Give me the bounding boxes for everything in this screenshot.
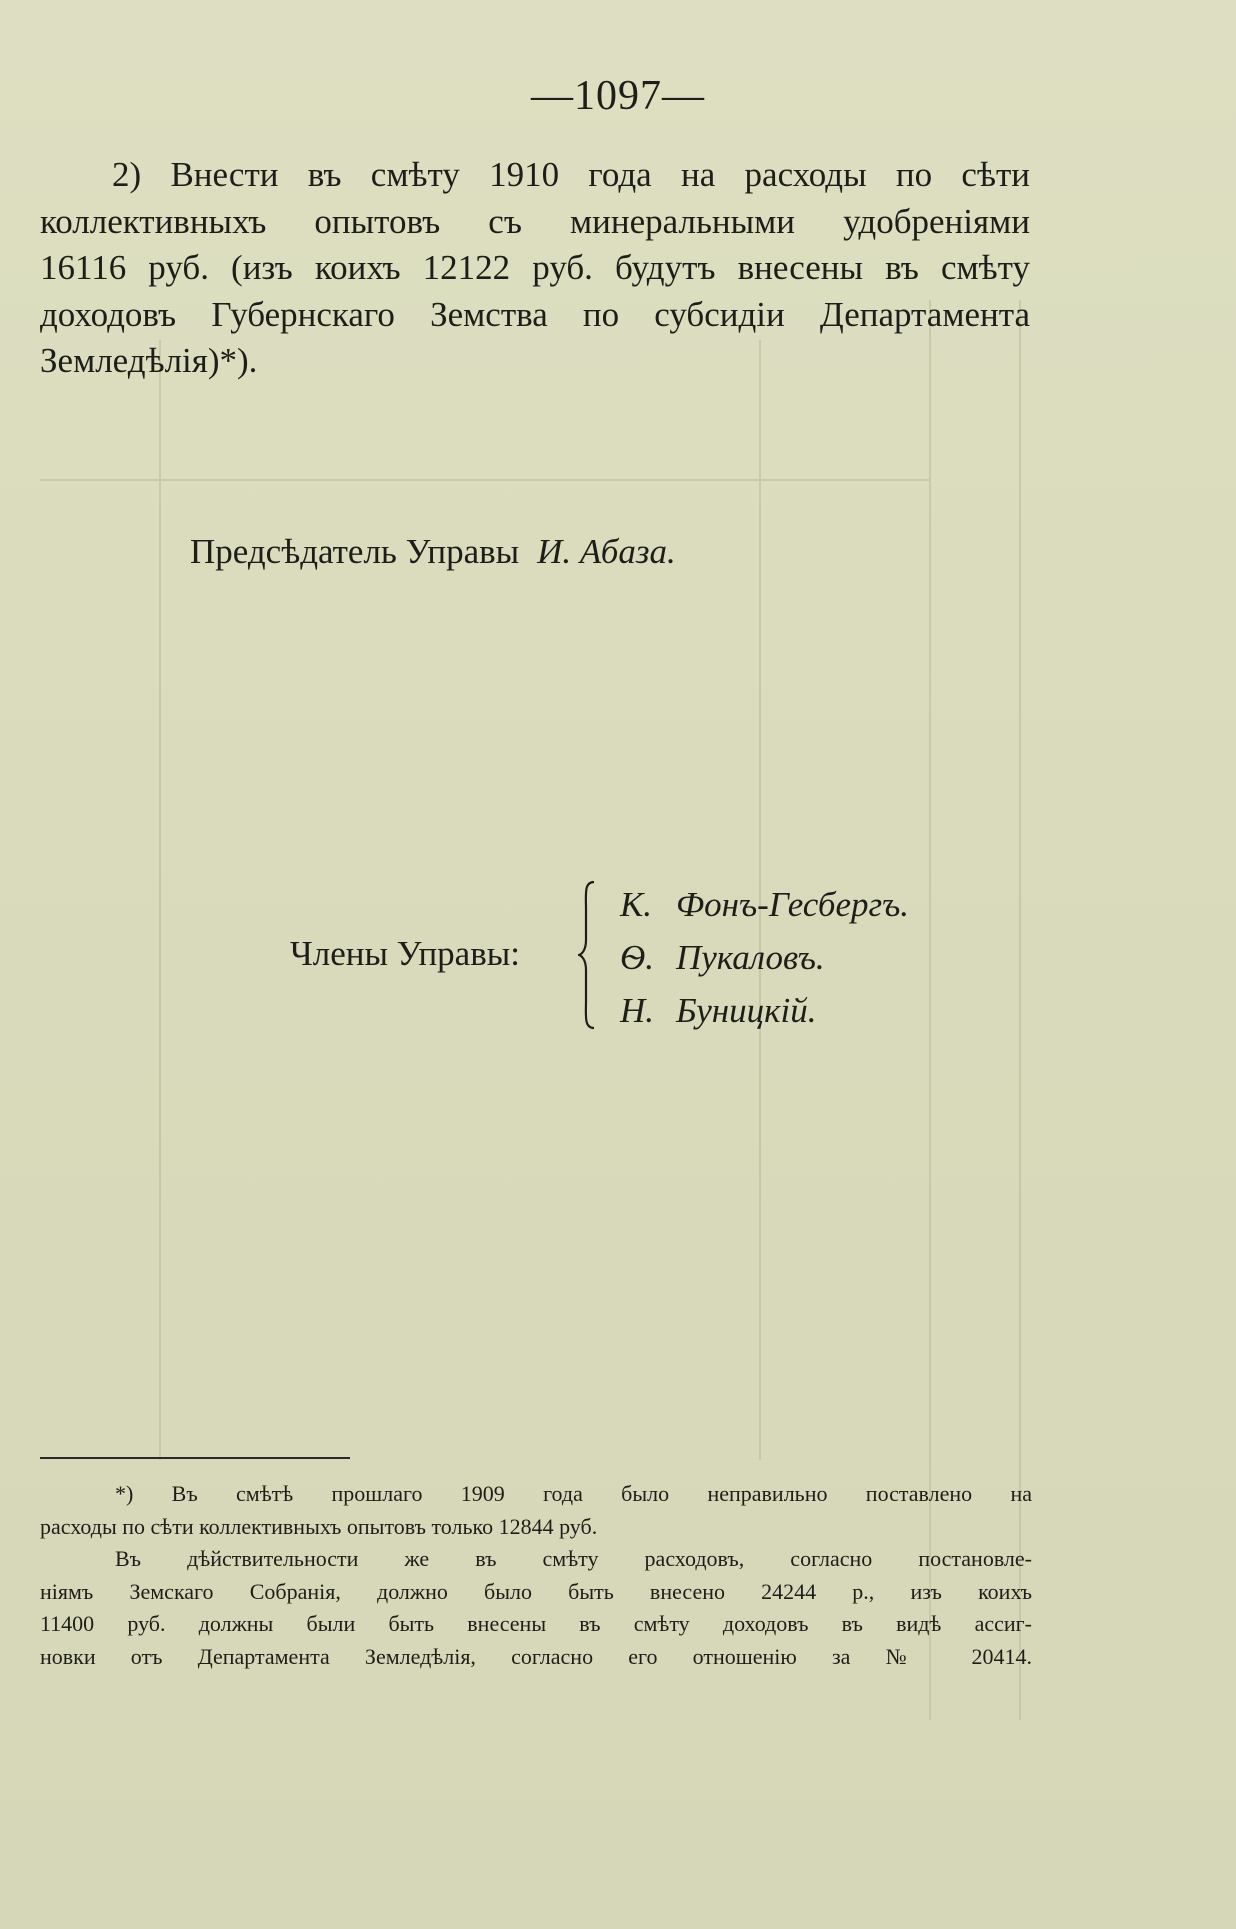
members-label: Члены Управы: [290, 934, 520, 973]
paragraph-line: 16116 руб. (изъ коихъ 12122 руб. будутъ внесены въ смѣту [40, 248, 1030, 287]
resolution-paragraph [40, 152, 1030, 385]
page-number: —1097— [531, 73, 705, 119]
member-initial: Ѳ. [620, 938, 655, 977]
member-surname: Буницкій. [676, 991, 817, 1030]
chairman-title: Предсѣдатель Управы [190, 532, 520, 571]
footnote-line: 11400 руб. должны были быть внесены въ смѣту доходовъ въ видѣ ассиг- [40, 1611, 1032, 1636]
chairman-signature [190, 532, 676, 572]
member-entry [620, 878, 909, 931]
member-initial: К. [620, 885, 652, 924]
member-entry [620, 984, 909, 1037]
members-list [620, 878, 909, 1037]
curly-brace-icon [578, 880, 596, 1030]
footnote-line: *) Въ смѣтѣ прошлаго 1909 года было неправильно поставлено на [115, 1481, 1032, 1506]
footnote-line: Въ дѣйствительности же въ смѣту расходовъ, согласно постановле- [115, 1546, 1032, 1571]
member-surname: Пукаловъ. [676, 938, 825, 977]
member-surname: Фонъ-Гесбергъ. [676, 885, 910, 924]
footnote [40, 1478, 1032, 1673]
paragraph-line: 2) Внести въ смѣту 1910 года на расходы по сѣти [112, 155, 1030, 194]
paragraph-line: Земледѣлія)*). [40, 341, 258, 380]
footnote-line: ніямъ Земскаго Собранія, должно было быть внесено 24244 р., изъ коихъ [40, 1578, 1032, 1604]
chairman-name: И. Абаза. [537, 532, 676, 571]
paragraph-line: коллективныхъ опытовъ съ минеральными удобреніями [40, 201, 1030, 241]
member-entry [620, 931, 909, 984]
member-initial: Н. [620, 991, 655, 1030]
footnote-line: расходы по сѣти коллективныхъ опытовъ только 12844 руб. [40, 1513, 598, 1539]
footnote-divider [40, 1457, 350, 1459]
paragraph-line: доходовъ Губернскаго Земства по субсидіи Департамента [40, 294, 1030, 334]
footnote-line: новки отъ Департамента Земледѣлія, согласно его отношенію за № 20414. [40, 1643, 1032, 1669]
